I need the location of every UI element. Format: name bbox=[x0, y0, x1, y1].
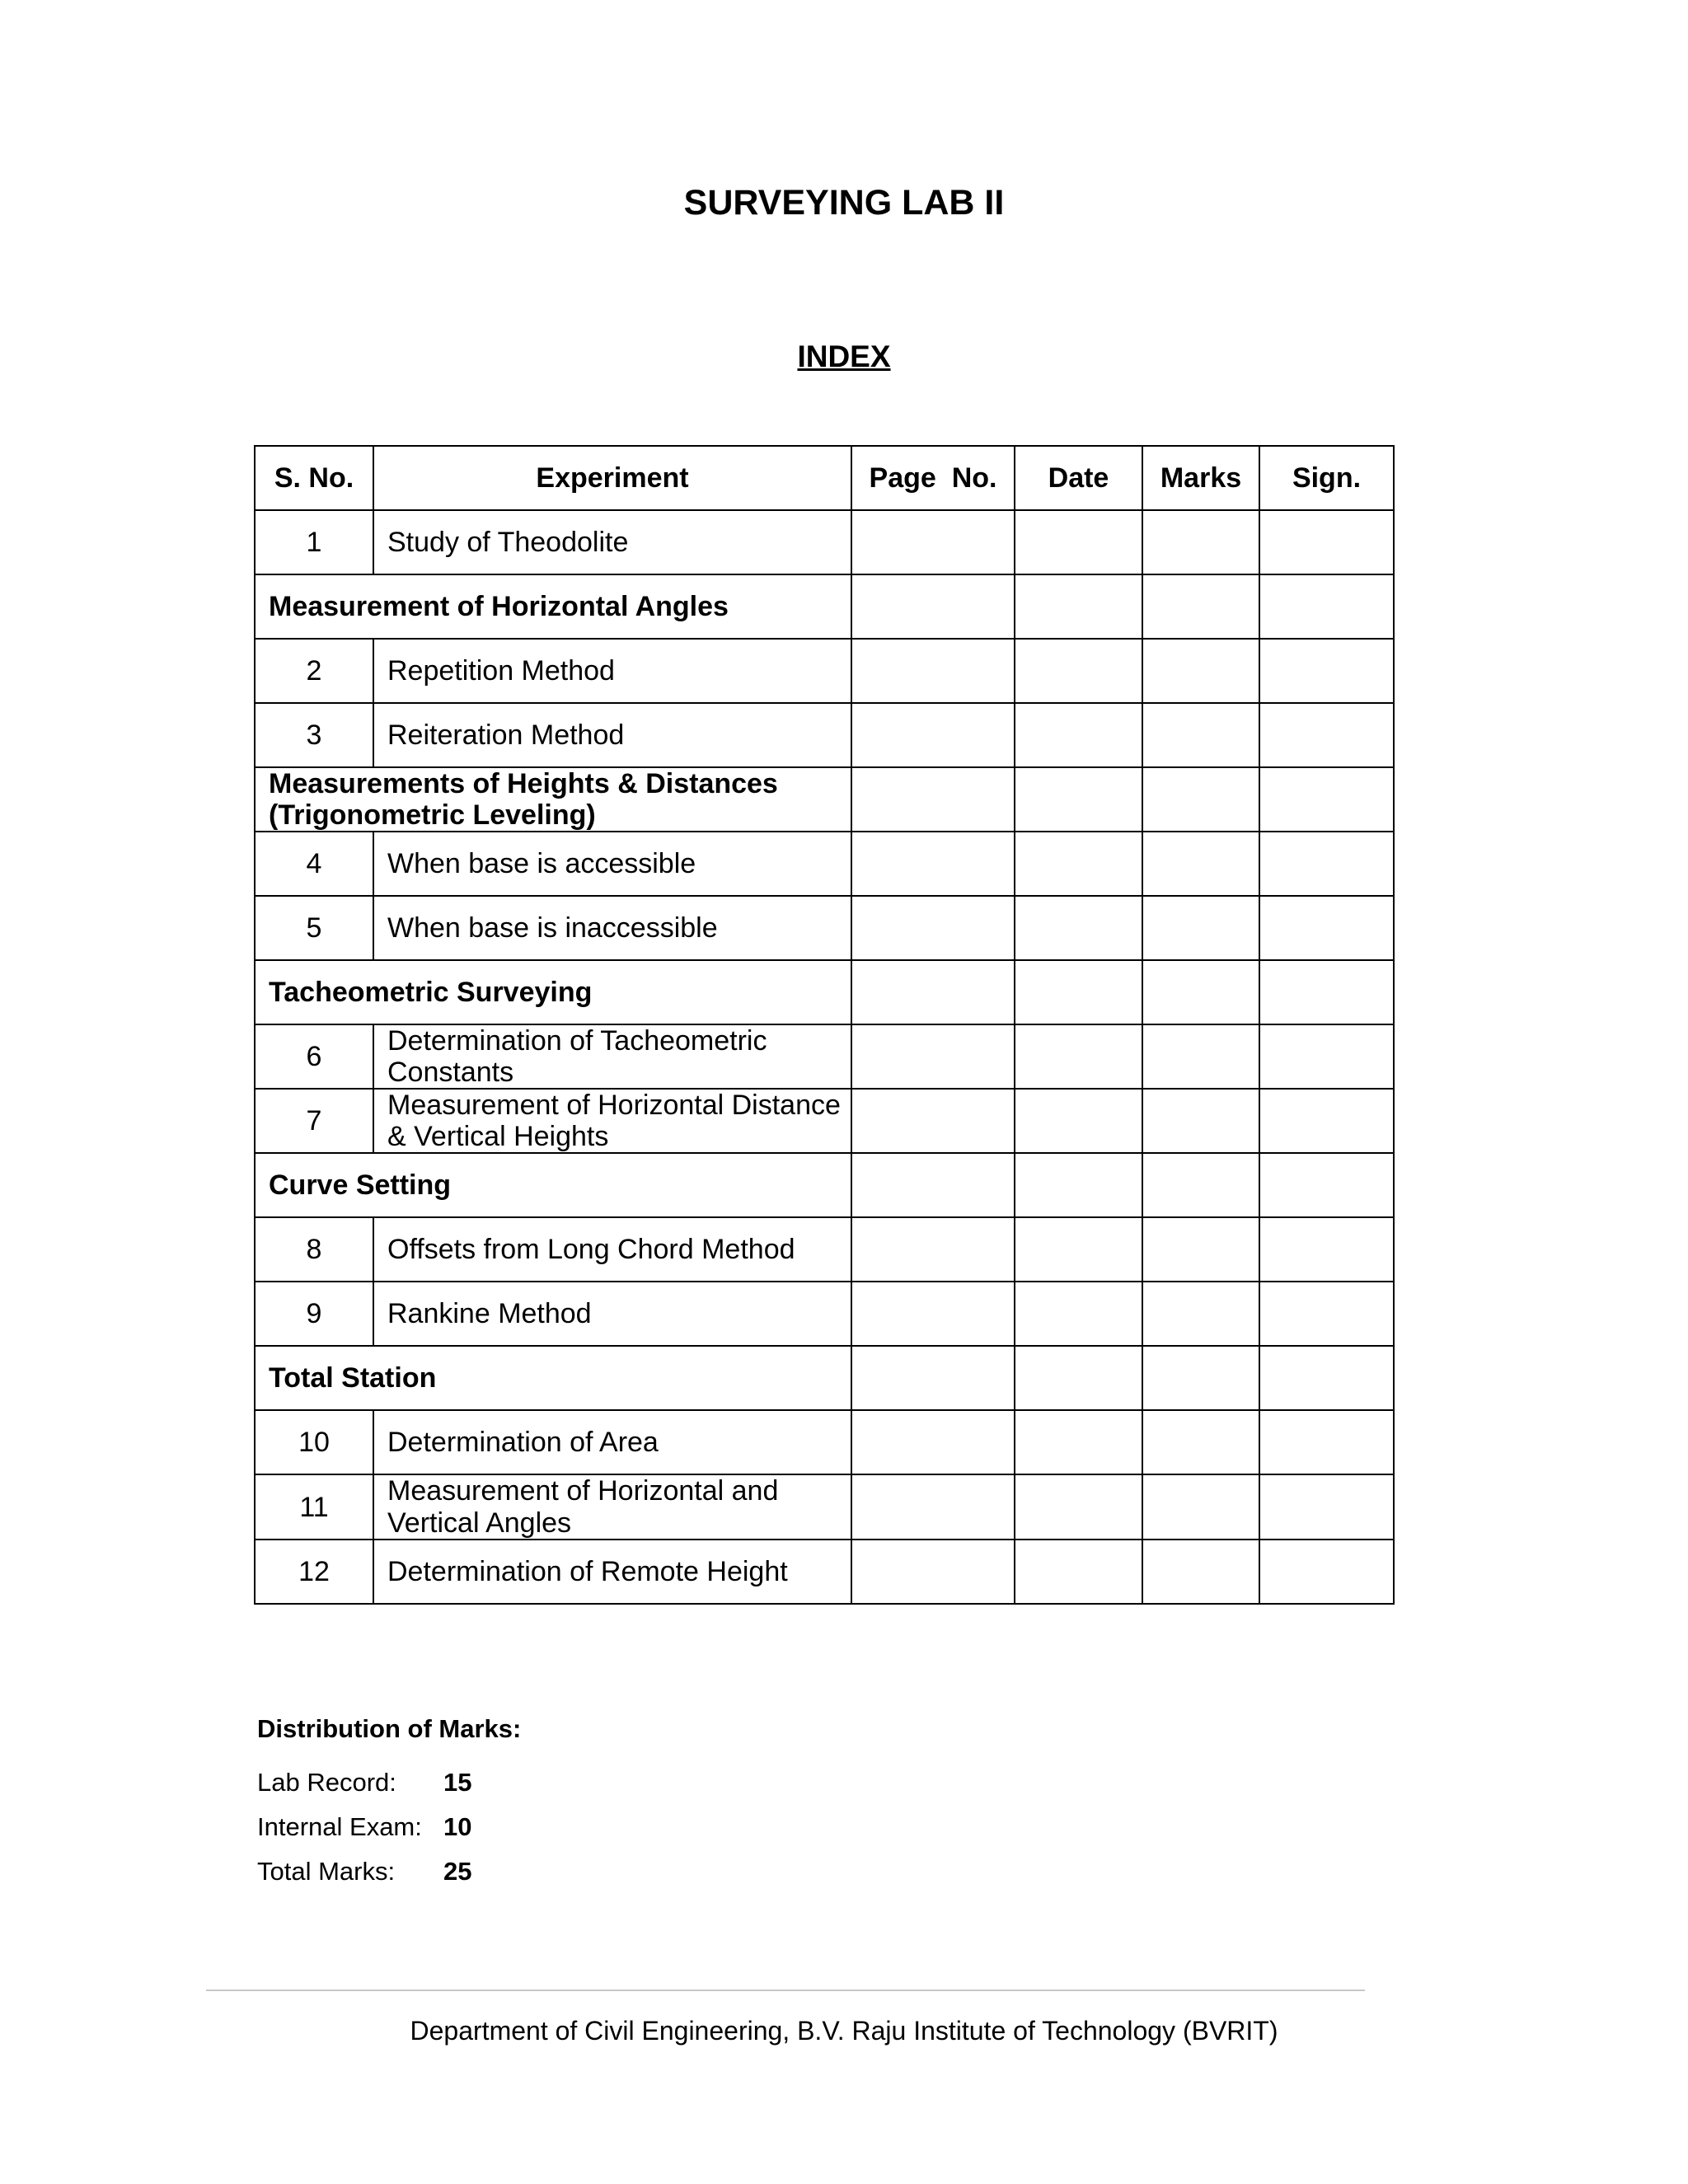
sign-cell bbox=[1259, 703, 1394, 767]
page-no-cell bbox=[851, 960, 1015, 1024]
marks-item bbox=[257, 1760, 521, 1805]
date-cell bbox=[1015, 1153, 1142, 1217]
page-no-cell bbox=[851, 1474, 1015, 1539]
sign-cell bbox=[1259, 574, 1394, 639]
page-no-cell bbox=[851, 1089, 1015, 1153]
experiment-cell: Determination of Area bbox=[373, 1410, 851, 1474]
date-cell bbox=[1015, 574, 1142, 639]
experiment-cell: Rankine Method bbox=[373, 1282, 851, 1346]
marks-distribution-title: Distribution of Marks: bbox=[257, 1714, 522, 1743]
date-cell bbox=[1015, 960, 1142, 1024]
page-no-cell bbox=[851, 1153, 1015, 1217]
marks-cell bbox=[1142, 1474, 1259, 1539]
sign-cell bbox=[1259, 1474, 1394, 1539]
section-row bbox=[255, 574, 1394, 639]
table-row bbox=[255, 1089, 1394, 1153]
marks-cell bbox=[1142, 574, 1259, 639]
marks-cell bbox=[1142, 510, 1259, 574]
sign-cell bbox=[1259, 510, 1394, 574]
marks-cell bbox=[1142, 639, 1259, 703]
marks-item bbox=[257, 1805, 521, 1849]
sno-cell: 2 bbox=[255, 639, 373, 703]
table-row bbox=[255, 832, 1394, 896]
sno-cell: 10 bbox=[255, 1410, 373, 1474]
table-row bbox=[255, 1217, 1394, 1282]
date-cell bbox=[1015, 767, 1142, 832]
sign-cell bbox=[1259, 1024, 1394, 1089]
table-row bbox=[255, 1024, 1394, 1089]
marks-cell bbox=[1142, 1346, 1259, 1410]
sign-cell bbox=[1259, 960, 1394, 1024]
marks-item-value: 15 bbox=[443, 1768, 472, 1797]
header-date: Date bbox=[1015, 446, 1142, 510]
marks-cell bbox=[1142, 832, 1259, 896]
experiment-cell: Repetition Method bbox=[373, 639, 851, 703]
header-page-no: Page No. bbox=[851, 446, 1015, 510]
page-no-cell bbox=[851, 510, 1015, 574]
section-row bbox=[255, 960, 1394, 1024]
date-cell bbox=[1015, 1217, 1142, 1282]
header-experiment: Experiment bbox=[373, 446, 851, 510]
page-no-cell bbox=[851, 1282, 1015, 1346]
table-row bbox=[255, 703, 1394, 767]
table-row bbox=[255, 896, 1394, 960]
marks-item-value: 25 bbox=[443, 1857, 472, 1886]
experiment-cell: Offsets from Long Chord Method bbox=[373, 1217, 851, 1282]
page-no-cell bbox=[851, 896, 1015, 960]
section-row bbox=[255, 1153, 1394, 1217]
experiment-cell: Determination of Tacheometric Constants bbox=[373, 1024, 851, 1089]
sno-cell: 9 bbox=[255, 1282, 373, 1346]
sno-cell: 3 bbox=[255, 703, 373, 767]
date-cell bbox=[1015, 639, 1142, 703]
header-sign: Sign. bbox=[1259, 446, 1394, 510]
date-cell bbox=[1015, 1474, 1142, 1539]
marks-cell bbox=[1142, 1540, 1259, 1604]
page-no-cell bbox=[851, 832, 1015, 896]
footer-text: Department of Civil Engineering, B.V. Raju Institute of Technology (BVRIT) bbox=[410, 2016, 1278, 2046]
section-heading-cell: Measurement of Horizontal Angles bbox=[255, 574, 851, 639]
sno-cell: 11 bbox=[255, 1474, 373, 1539]
experiment-cell: Determination of Remote Height bbox=[373, 1540, 851, 1604]
sign-cell bbox=[1259, 639, 1394, 703]
sign-cell bbox=[1259, 832, 1394, 896]
section-heading-cell: Tacheometric Surveying bbox=[255, 960, 851, 1024]
table-row bbox=[255, 1540, 1394, 1604]
table-header-row bbox=[255, 446, 1394, 510]
sign-cell bbox=[1259, 896, 1394, 960]
sno-cell: 4 bbox=[255, 832, 373, 896]
date-cell bbox=[1015, 1282, 1142, 1346]
sno-cell: 12 bbox=[255, 1540, 373, 1604]
section-row bbox=[255, 1346, 1394, 1410]
marks-item-label: Internal Exam: bbox=[257, 1812, 422, 1841]
header-marks: Marks bbox=[1142, 446, 1259, 510]
index-heading: INDEX bbox=[797, 340, 891, 373]
sign-cell bbox=[1259, 1540, 1394, 1604]
sign-cell bbox=[1259, 1410, 1394, 1474]
experiment-cell: Measurement of Horizontal Distance & Vertical Heights bbox=[373, 1089, 851, 1153]
marks-distribution bbox=[257, 1714, 521, 1894]
date-cell bbox=[1015, 1089, 1142, 1153]
sign-cell bbox=[1259, 767, 1394, 832]
date-cell bbox=[1015, 1410, 1142, 1474]
marks-cell bbox=[1142, 703, 1259, 767]
section-heading-cell: Total Station bbox=[255, 1346, 851, 1410]
experiment-cell: Reiteration Method bbox=[373, 703, 851, 767]
sno-cell: 6 bbox=[255, 1024, 373, 1089]
table-row bbox=[255, 510, 1394, 574]
date-cell bbox=[1015, 703, 1142, 767]
document-title: SURVEYING LAB II bbox=[683, 183, 1005, 223]
marks-cell bbox=[1142, 767, 1259, 832]
page-no-cell bbox=[851, 639, 1015, 703]
marks-item-value: 10 bbox=[443, 1812, 472, 1841]
marks-cell bbox=[1142, 896, 1259, 960]
sno-cell: 5 bbox=[255, 896, 373, 960]
table-row bbox=[255, 639, 1394, 703]
experiment-cell: Measurement of Horizontal and Vertical Angles bbox=[373, 1474, 851, 1539]
sno-cell: 1 bbox=[255, 510, 373, 574]
date-cell bbox=[1015, 1346, 1142, 1410]
section-heading-cell: Measurements of Heights & Distances (Trigonometric Leveling) bbox=[255, 767, 851, 832]
marks-cell bbox=[1142, 1282, 1259, 1346]
sno-cell: 8 bbox=[255, 1217, 373, 1282]
page-no-cell bbox=[851, 1540, 1015, 1604]
page-no-cell bbox=[851, 1217, 1015, 1282]
marks-item-label: Lab Record: bbox=[257, 1768, 396, 1797]
marks-item-label: Total Marks: bbox=[257, 1857, 396, 1886]
experiment-cell: Study of Theodolite bbox=[373, 510, 851, 574]
footer-divider bbox=[206, 1990, 1365, 1991]
marks-item bbox=[257, 1849, 521, 1894]
date-cell bbox=[1015, 896, 1142, 960]
marks-cell bbox=[1142, 1217, 1259, 1282]
page-no-cell bbox=[851, 574, 1015, 639]
sign-cell bbox=[1259, 1089, 1394, 1153]
experiment-cell: When base is accessible bbox=[373, 832, 851, 896]
sign-cell bbox=[1259, 1346, 1394, 1410]
experiment-cell: When base is inaccessible bbox=[373, 896, 851, 960]
date-cell bbox=[1015, 1540, 1142, 1604]
marks-cell bbox=[1142, 1089, 1259, 1153]
marks-cell bbox=[1142, 960, 1259, 1024]
sign-cell bbox=[1259, 1282, 1394, 1346]
marks-cell bbox=[1142, 1153, 1259, 1217]
page-no-cell bbox=[851, 1346, 1015, 1410]
section-heading-cell: Curve Setting bbox=[255, 1153, 851, 1217]
table-row bbox=[255, 1282, 1394, 1346]
table-row bbox=[255, 1410, 1394, 1474]
date-cell bbox=[1015, 1024, 1142, 1089]
marks-cell bbox=[1142, 1024, 1259, 1089]
marks-cell bbox=[1142, 1410, 1259, 1474]
date-cell bbox=[1015, 510, 1142, 574]
table-row bbox=[255, 1474, 1394, 1539]
page-no-cell bbox=[851, 1024, 1015, 1089]
sno-cell: 7 bbox=[255, 1089, 373, 1153]
section-row bbox=[255, 767, 1394, 832]
index-table bbox=[254, 445, 1395, 1605]
header-sno: S. No. bbox=[255, 446, 373, 510]
table-body bbox=[255, 510, 1394, 1604]
page-no-cell bbox=[851, 767, 1015, 832]
date-cell bbox=[1015, 832, 1142, 896]
sign-cell bbox=[1259, 1217, 1394, 1282]
page-no-cell bbox=[851, 703, 1015, 767]
sign-cell bbox=[1259, 1153, 1394, 1217]
page-no-cell bbox=[851, 1410, 1015, 1474]
